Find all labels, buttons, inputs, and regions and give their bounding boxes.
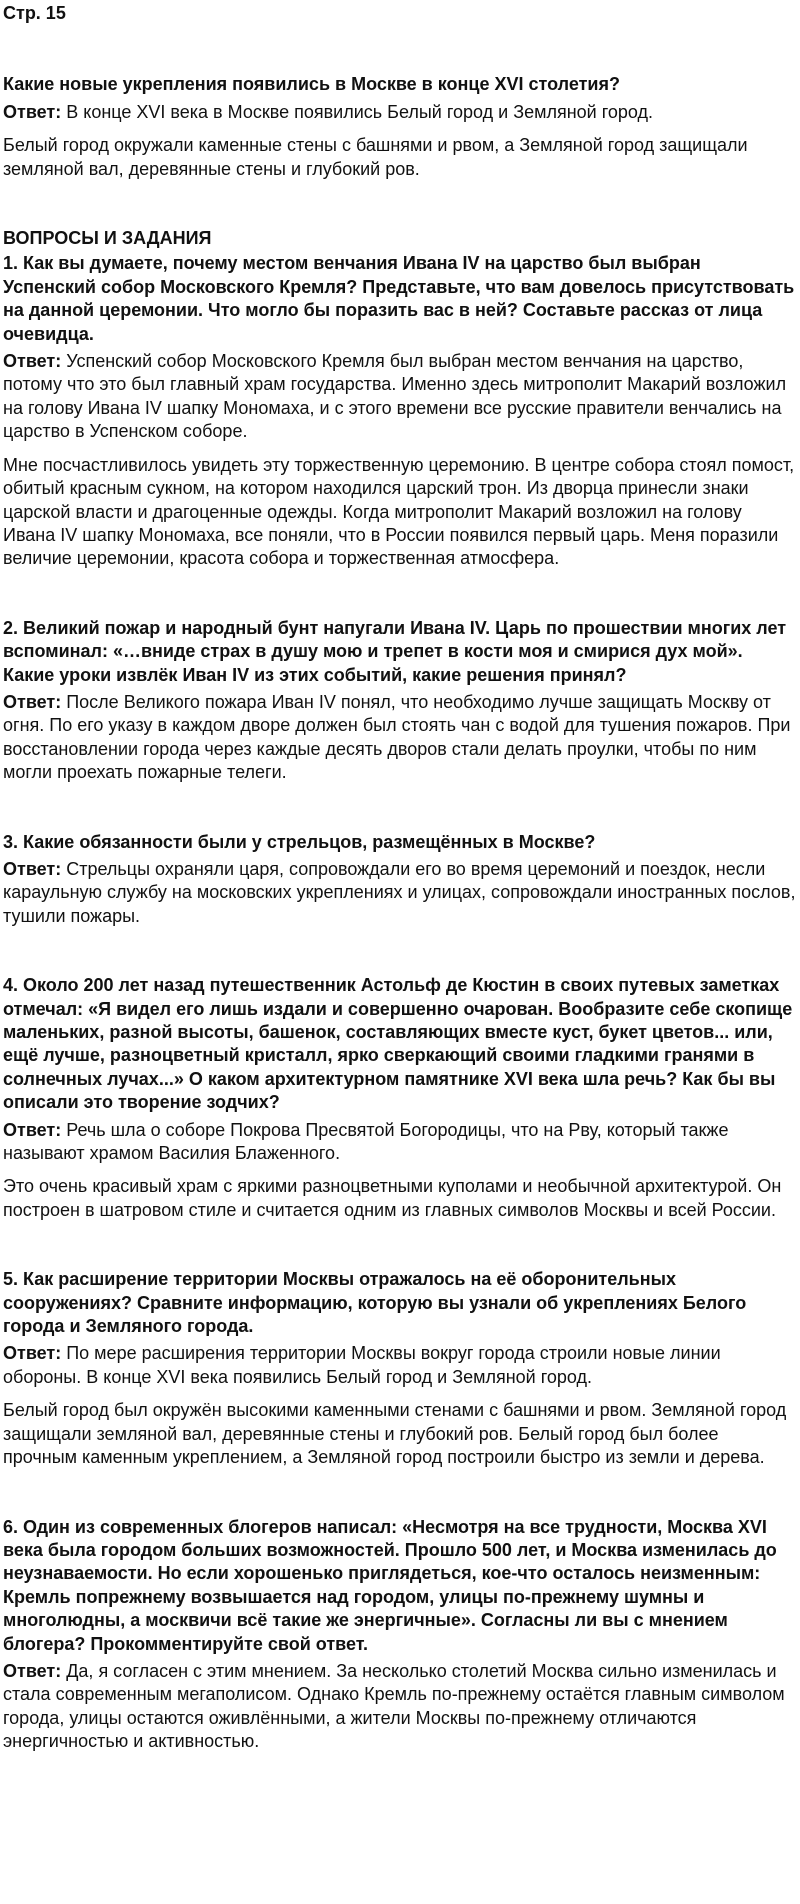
answer-1	[3, 350, 797, 444]
question-3: 3. Какие обязанности были у стрельцов, размещённых в Москве?	[3, 831, 596, 852]
section-heading: ВОПРОСЫ И ЗАДАНИЯ	[3, 228, 212, 249]
answer-label: Ответ:	[3, 101, 62, 122]
intro-answer	[3, 101, 797, 124]
question-1: 1. Как вы думаете, почему местом венчания Ивана IV на царство был выбран Успенский собор Московского Кремля? Представьте, что вам довелось присутствовать на данной церемонии. Что могло бы поразить вас в ней? Составьте рассказ от лица очевидца.	[3, 253, 795, 344]
answer-text: Стрельцы охраняли царя, сопровождали его во время церемоний и поездок, несли караульную службу на московских укреплениях и улицах, сопровождали иностранных послов, тушили пожары.	[3, 858, 796, 926]
answer-label: Ответ:	[3, 1119, 62, 1140]
question-6: 6. Один из современных блогеров написал: «Несмотря на все трудности, Москва XVI века была городом больших возможностей. Прошло 500 лет, и Москва изменилась до неузнаваемости. Но если хорошенько приглядеться, кое-что осталось неизменным: Кремль попрежнему возвышается над городом, улицы по-прежнему шумны и многолюдны, а москвичи всё такие же энергичные». Согласны ли вы с мнением блогера? Прокомментируйте свой ответ.	[3, 1516, 777, 1654]
answer-label: Ответ:	[3, 858, 62, 879]
answer-text: Да, я согласен с этим мнением. За несколько столетий Москва сильно изменилась и стала современным мегаполисом. Однако Кремль по-прежнему остаётся главным символом города, улицы остаются оживлёнными, а жители Москвы по-прежнему отличаются энергичностью и активностью.	[3, 1660, 785, 1752]
answer-text: Речь шла о соборе Покрова Пресвятой Богородицы, что на Рву, который также называют храмом Василия Блаженного.	[3, 1119, 729, 1164]
answer-6	[3, 1660, 797, 1754]
answer-4-extra: Это очень красивый храм с яркими разноцветными куполами и необычной архитектурой. Он построен в шатровом стиле и считается одним из главных символов Москвы и всей России.	[3, 1176, 782, 1220]
answer-text: По мере расширения территории Москвы вокруг города строили новые линии обороны. В конце XVI века появились Белый город и Земляной город.	[3, 1343, 721, 1387]
answer-3	[3, 858, 797, 928]
page-number: Стр. 15	[3, 3, 66, 23]
question-2: 2. Великий пожар и народный бунт напугали Ивана IV. Царь по прошествии многих лет вспоминал: «…вниде страх в душу мою и трепет в кости моя и смирися дух мой». Какие уроки извлёк Иван IV из этих событий, какие решения принял?	[3, 617, 787, 685]
intro-extra: Белый город окружали каменные стены с башнями и рвом, а Земляной город защищали земляной вал, деревянные стены и глубокий ров.	[3, 135, 748, 179]
intro-question: Какие новые укрепления появились в Москве в конце XVI столетия?	[3, 74, 620, 95]
answer-2	[3, 691, 797, 785]
answer-label: Ответ:	[3, 1660, 62, 1681]
answer-4	[3, 1119, 797, 1166]
answer-text: Успенский собор Московского Кремля был выбран местом венчания на царство, потому что это был главный храм государства. Именно здесь митрополит Макарий возложил на голову Ивана IV шапку Мономаха, и с этого времени все русские правители венчались на царство в Успенском соборе.	[3, 351, 787, 442]
question-4: 4. Около 200 лет назад путешественник Астольф де Кюстин в своих путевых заметках отмечал: «Я видел его лишь издали и совершенно очарован. Вообразите себе скопище маленьких, разной высоты, башенок, составляющих вместе куст, букет цветов... или, ещё лучше, разноцветный кристалл, ярко сверкающий своими гладкими гранями в солнечных лучах...» О каком архитектурном памятнике XVI века шла речь? Как бы вы описали это творение зодчих?	[3, 975, 793, 1113]
answer-1-extra: Мне посчастливилось увидеть эту торжественную церемонию. В центре собора стоял помост, обитый красным сукном, на котором находился царский трон. Из дворца принесли знаки царской власти и драгоценные одежды. Когда митрополит Макарий возложил на голову Ивана IV шапку Мономаха, все поняли, что в России появился первый царь. Меня поразили величие церемонии, красота собора и торжественная атмосфера.	[3, 454, 795, 569]
answer-5	[3, 1342, 797, 1389]
answer-text: В конце XVI века в Москве появились Белый город и Земляной город.	[61, 101, 654, 122]
answer-text: После Великого пожара Иван IV понял, что необходимо лучше защищать Москву от огня. По его указу в каждом дворе должен был стоять чан с водой для тушения пожаров. При восстановлении города через каждые десять дворов стали делать проулки, чтобы по ним могли проехать пожарные телеги.	[3, 691, 791, 783]
answer-label: Ответ:	[3, 351, 62, 372]
question-5: 5. Как расширение территории Москвы отражалось на её оборонительных сооружениях? Сравните информацию, которую вы узнали об укреплениях Белого города и Земляного города.	[3, 1269, 747, 1337]
answer-5-extra: Белый город был окружён высокими каменными стенами с башнями и рвом. Земляной город защищали земляной вал, деревянные стены и глубокий ров. Белый город был более прочным каменным укреплением, а Земляной город построили быстро из земли и дерева.	[3, 1400, 787, 1468]
answer-label: Ответ:	[3, 1343, 62, 1364]
answer-label: Ответ:	[3, 691, 62, 712]
